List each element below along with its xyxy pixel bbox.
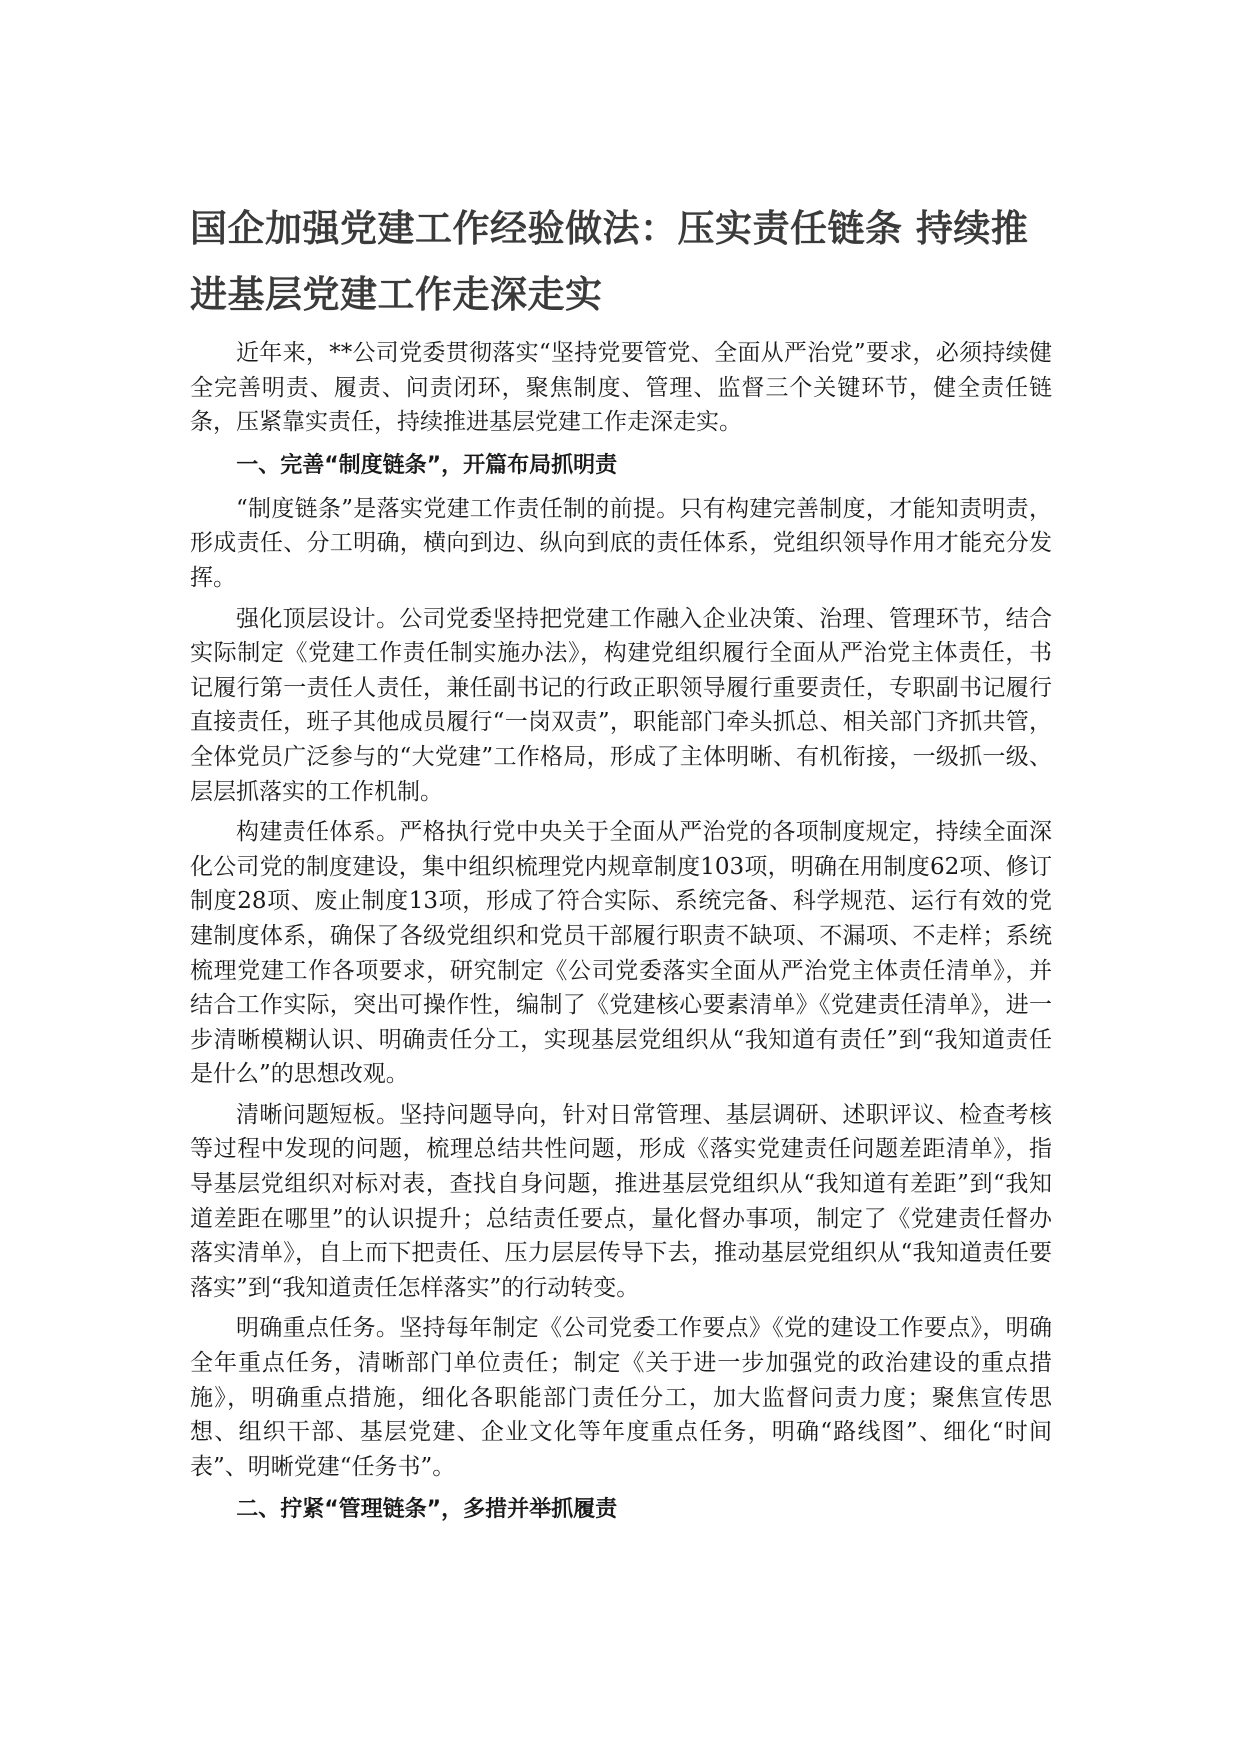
section-heading: 二、拧紧“管理链条”，多措并举抓履责: [236, 1497, 618, 1523]
body-paragraph: 强化顶层设计。公司党委坚持把党建工作融入企业决策、治理、管理环节，结合实际制定《党建工作责任制实施办法》，构建党组织履行全面从严治党主体责任，书记履行第一责任人责任，兼任副书记的行政正职领导履行重要责任，专职副书记履行直接责任，班子其他成员履行“一岗双责”，职能部门牵头抓总、相关部门齐抓共管，全体党员广泛参与的“大党建”工作格局，形成了主体明晰、有机衔接，一级抓一级、层层抓落实的工作机制。: [190, 605, 1052, 805]
intro-paragraph: 近年来，**公司党委贯彻落实“坚持党要管党、全面从严治党”要求，必须持续健全完善明责、履责、问责闭环，聚焦制度、管理、监督三个关键环节，健全责任链条，压紧靠实责任，持续推进基层党建工作走深走实。: [190, 340, 1052, 436]
body-paragraph: 明确重点任务。坚持每年制定《公司党委工作要点》《党的建设工作要点》，明确全年重点任务，清晰部门单位责任；制定《关于进一步加强党的政治建设的重点措施》，明确重点措施，细化各职能部门责任分工，加大监督问责力度；聚焦宣传思想、组织干部、基层党建、企业文化等年度重点任务，明确“路线图”、细化“时间表”、明晰党建“任务书”。: [190, 1315, 1052, 1480]
body-paragraph: “制度链条”是落实党建工作责任制的前提。只有构建完善制度，才能知责明责，形成责任、分工明确，横向到边、纵向到底的责任体系，党组织领导作用才能充分发挥。: [190, 495, 1052, 591]
title-line: 国企加强党建工作经验做法：压实责任链条 持续推: [190, 207, 1029, 250]
document-body: [190, 336, 1052, 1536]
body-paragraph: 构建责任体系。严格执行党中央关于全面从严治党的各项制度规定，持续全面深化公司党的制度建设，集中组织梳理党内规章制度103项，明确在用制度62项、修订制度28项、废止制度13项，形成了符合实际、系统完备、科学规范、运行有效的党建制度体系，确保了各级党组织和党员干部履行职责不缺项、不漏项、不走样；系统梳理党建工作各项要求，研究制定《公司党委落实全面从严治党主体责任清单》，并结合工作实际，突出可操作性，编制了《党建核心要素清单》《党建责任清单》，进一步清晰模糊认识、明确责任分工，实现基层党组织从“我知道有责任”到“我知道责任是什么”的思想改观。: [190, 819, 1052, 1088]
section-heading: 一、完善“制度链条”，开篇布局抓明责: [236, 452, 618, 478]
title-line: 进基层党建工作走深走实: [190, 273, 603, 316]
document-title: [190, 196, 1050, 328]
body-paragraph: 清晰问题短板。坚持问题导向，针对日常管理、基层调研、述职评议、检查考核等过程中发现的问题，梳理总结共性问题，形成《落实党建责任问题差距清单》，指导基层党组织对标对表，查找自身问题，推进基层党组织从“我知道有差距”到“我知道差距在哪里”的认识提升；总结责任要点，量化督办事项，制定了《党建责任督办落实清单》，自上而下把责任、压力层层传导下去，推动基层党组织从“我知道责任要落实”到“我知道责任怎样落实”的行动转变。: [190, 1101, 1052, 1301]
